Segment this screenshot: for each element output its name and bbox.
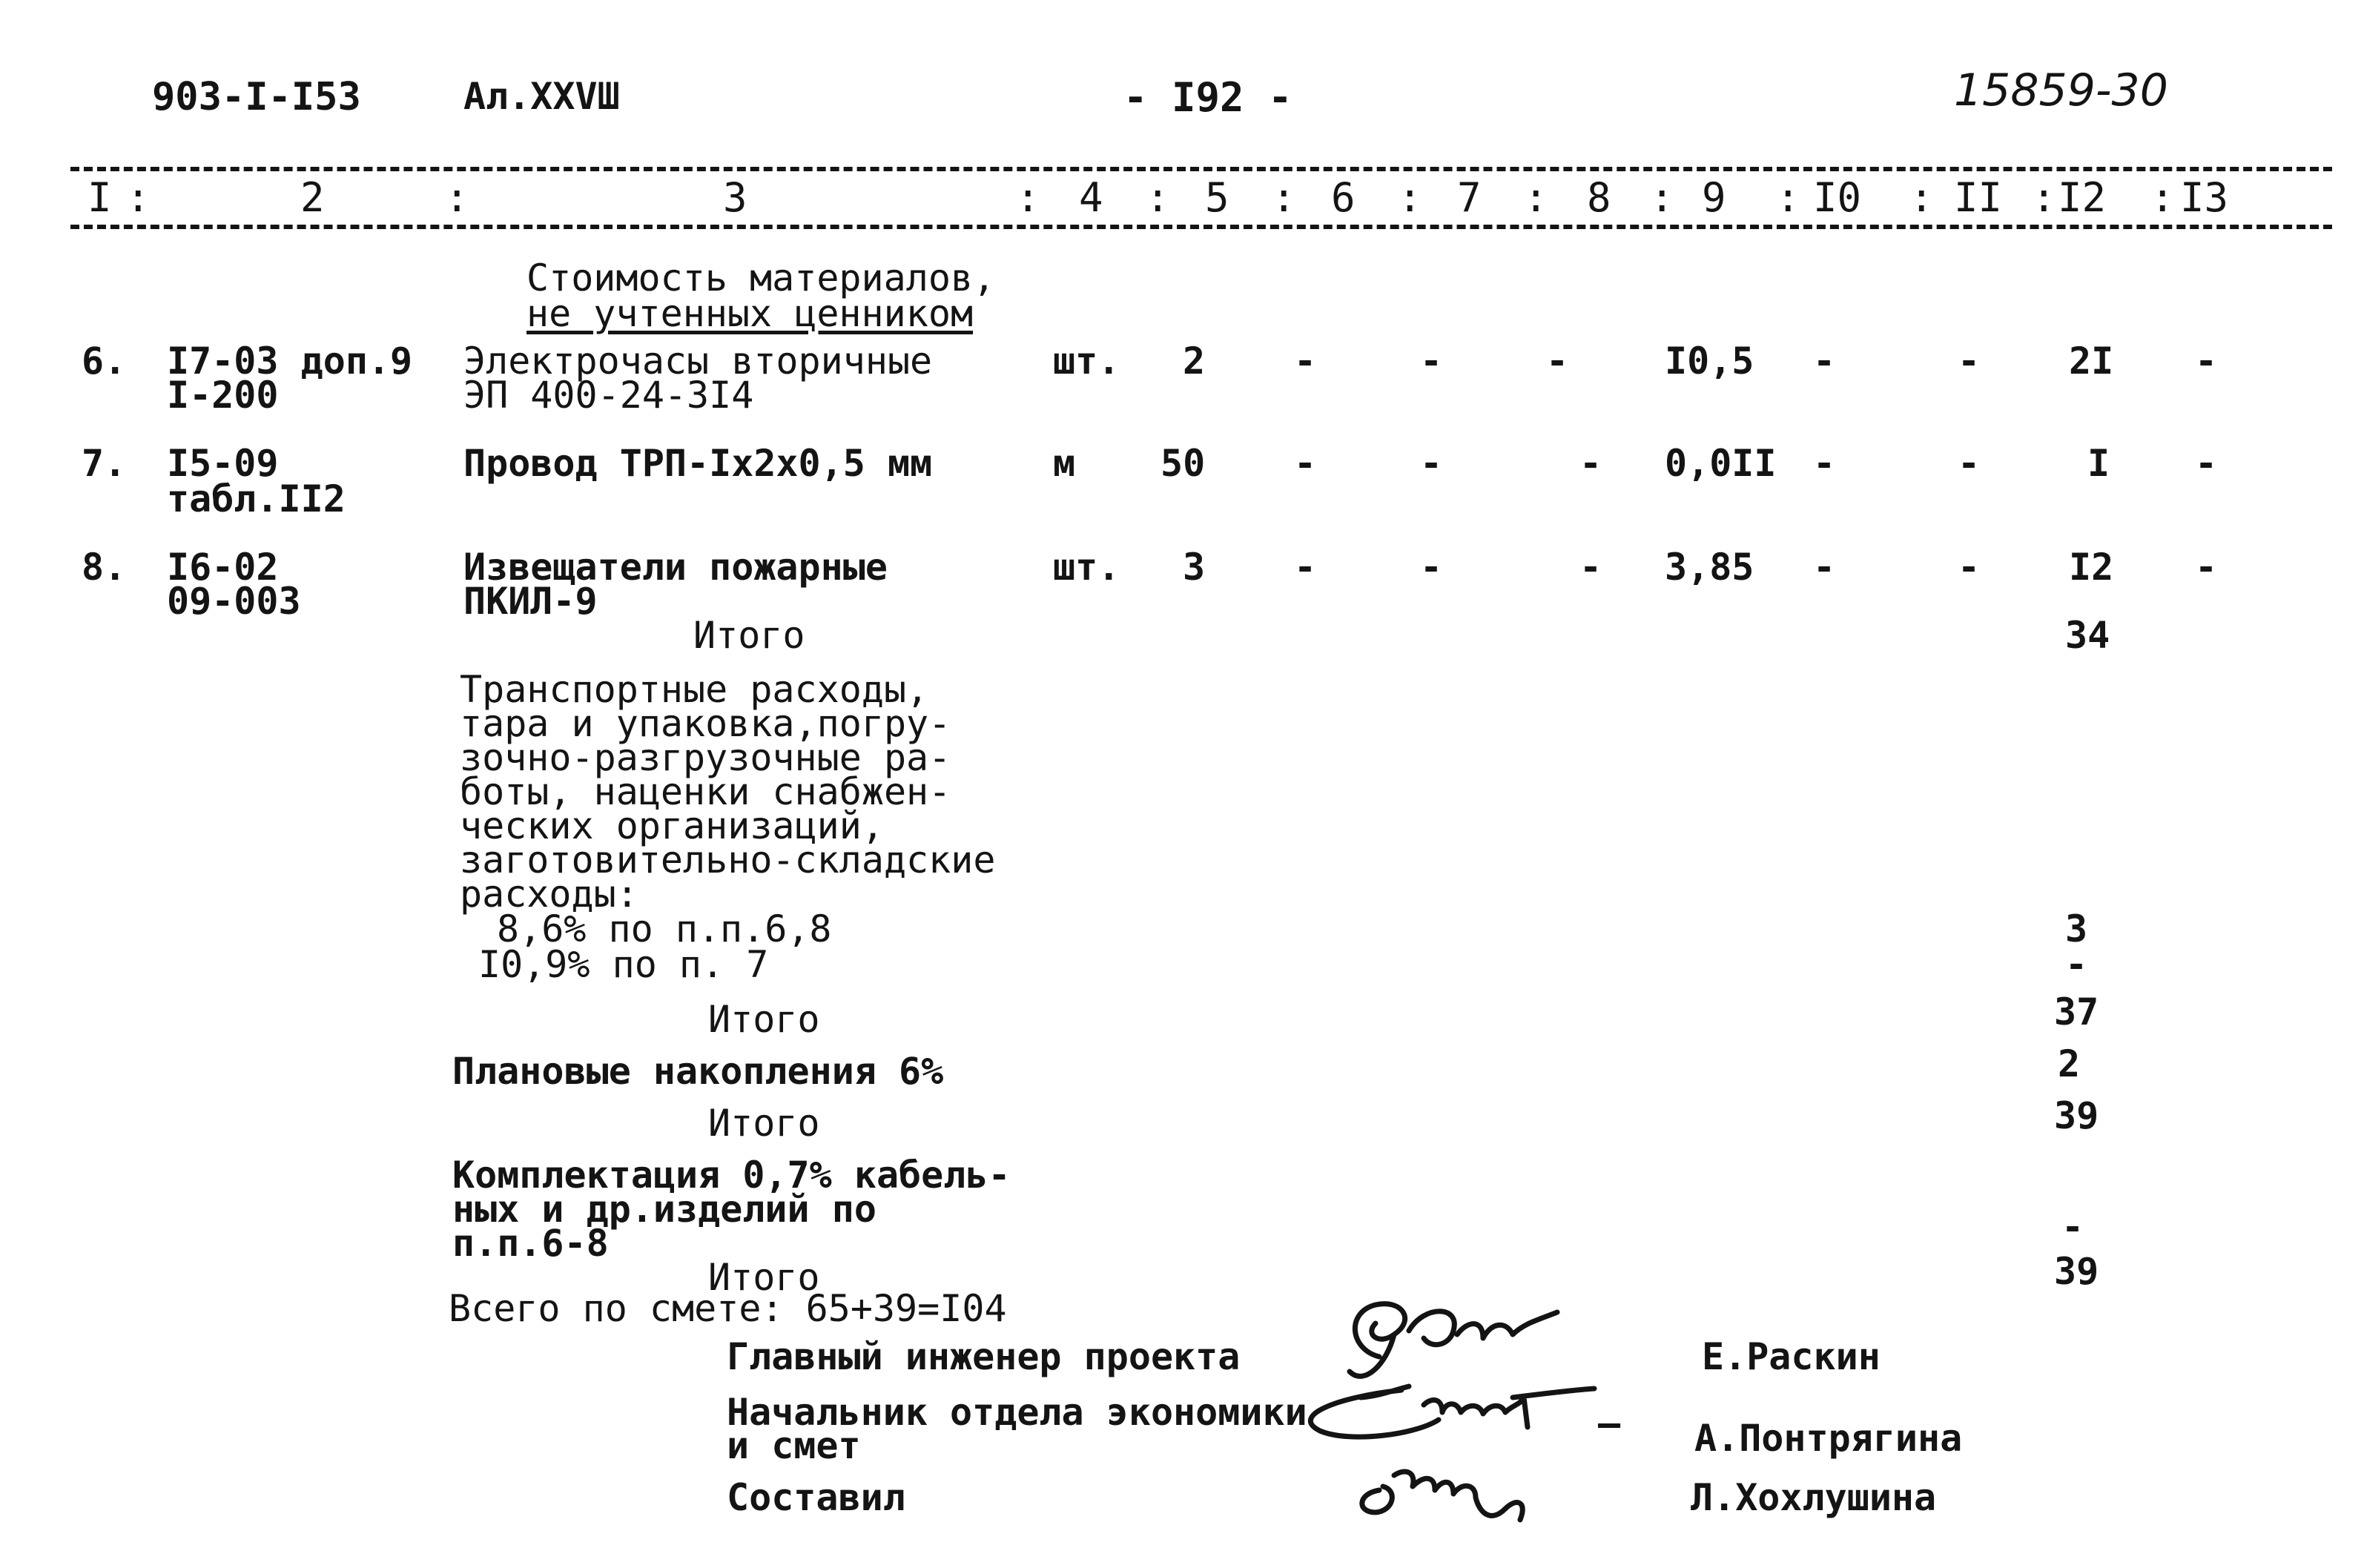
transport-line: расходы:: [460, 873, 638, 916]
itogo-label: Итого: [708, 998, 820, 1041]
row-code-2: 09-003: [167, 580, 301, 623]
row-qty: 50: [1160, 442, 1206, 485]
handwritten-signature-3: [1350, 1453, 1542, 1535]
column-separator: :: [1272, 174, 1296, 221]
column-header: II: [1954, 174, 2003, 221]
row-col8: -: [1579, 546, 1602, 589]
row-col11: -: [1958, 340, 1981, 383]
row-col7: -: [1420, 546, 1443, 589]
column-separator: :: [1524, 174, 1548, 221]
kompl-line: ных и др.изделий по: [452, 1188, 876, 1231]
signatory-name: Е.Раскин: [1702, 1335, 1881, 1378]
row-col11: -: [1958, 546, 1981, 589]
transport-line: Транспортные расходы,: [460, 668, 929, 711]
row-qty: 2: [1183, 340, 1206, 383]
page-number: - I92 -: [1123, 74, 1292, 121]
column-separator: :: [1650, 174, 1674, 221]
row-price: 0,0II: [1665, 442, 1777, 485]
row-name: Электрочасы вторичные: [463, 340, 933, 383]
row-name-2: ЭП 400-24-3I4: [463, 374, 754, 417]
kompl-line: п.п.6-8: [452, 1222, 609, 1265]
row-unit: м: [1053, 442, 1076, 485]
transport-line: боты, наценки снабжен-: [460, 770, 951, 813]
column-header: I0: [1813, 174, 1862, 221]
document-code: 903-I-I53: [152, 75, 361, 119]
signatory-role: Начальник отдела экономики: [727, 1391, 1307, 1434]
row-code: I6-02: [167, 546, 279, 589]
grand-total: Всего по смете: 65+39=I04: [449, 1287, 1007, 1330]
row-unit: шт.: [1053, 546, 1120, 589]
section-title-line2: не учтенных ценником: [526, 292, 974, 335]
itogo-value: 39: [2054, 1250, 2099, 1293]
row-col6: -: [1294, 546, 1317, 589]
pct1-label: 8,6% по п.п.6,8: [497, 907, 832, 950]
row-total: 2I: [2069, 340, 2114, 383]
row-price: 3,85: [1665, 546, 1754, 589]
row-total: I: [2087, 442, 2110, 485]
row-col6: -: [1294, 442, 1317, 485]
row-number: 6.: [82, 340, 127, 383]
planned-savings-value: 2: [2058, 1042, 2081, 1085]
column-separator: :: [126, 174, 151, 221]
column-header: 4: [1079, 174, 1103, 221]
column-header: I3: [2180, 174, 2229, 221]
column-header: 6: [1331, 174, 1356, 221]
column-separator: :: [2032, 174, 2056, 221]
row-col7: -: [1420, 442, 1443, 485]
itogo-label: Итого: [708, 1102, 820, 1145]
handwritten-doc-number: 15859-30: [1954, 64, 2168, 116]
row-name: Извещатели пожарные: [463, 546, 888, 589]
row-total: I2: [2069, 546, 2114, 589]
signature-dash: —: [1598, 1402, 1621, 1445]
column-header: 2: [300, 174, 325, 221]
row-name-2: ПКИЛ-9: [463, 580, 598, 623]
row-col13: -: [2195, 546, 2218, 589]
transport-line: заготовительно-складские: [460, 838, 996, 881]
kompl-value: -: [2061, 1205, 2084, 1248]
row-col13: -: [2195, 340, 2218, 383]
header-bottom-rule: [70, 225, 2332, 229]
column-header: 5: [1205, 174, 1229, 221]
column-separator: :: [1016, 174, 1040, 221]
header-top-rule: [70, 167, 2332, 171]
column-header: 7: [1457, 174, 1482, 221]
signatory-name: Л.Хохлушина: [1691, 1476, 1937, 1519]
kompl-line: Комплектация 0,7% кабель-: [452, 1154, 1011, 1197]
row-col10: -: [1813, 546, 1836, 589]
transport-line: тара и упаковка,погру-: [460, 702, 951, 745]
row-col6: -: [1294, 340, 1317, 383]
column-separator: :: [1398, 174, 1422, 221]
row-code: I5-09: [167, 442, 279, 485]
row-code-2: табл.II2: [167, 477, 346, 520]
row-code-2: I-200: [167, 374, 279, 417]
handwritten-signature-2: [1290, 1375, 1602, 1457]
transport-line: ческих организаций,: [460, 804, 884, 847]
row-col11: -: [1958, 442, 1981, 485]
itogo-label: Итого: [708, 1256, 820, 1299]
row-price: I0,5: [1665, 340, 1754, 383]
column-separator: :: [2150, 174, 2175, 221]
row-number: 7.: [82, 442, 127, 485]
row-qty: 3: [1183, 546, 1206, 589]
column-header: 9: [1702, 174, 1726, 221]
pct1-value: 3: [2065, 907, 2088, 950]
itogo-value: 34: [2065, 614, 2110, 657]
album-number: Ал.ХХVШ: [463, 75, 620, 118]
itogo-label: Итого: [693, 614, 805, 657]
column-header: 8: [1587, 174, 1611, 221]
section-title-line1: Стоимость материалов,: [526, 257, 996, 300]
itogo-value: 37: [2054, 990, 2099, 1033]
column-header: I: [88, 174, 112, 221]
signatory-name: А.Понтрягина: [1694, 1417, 1963, 1460]
column-header: I2: [2058, 174, 2107, 221]
pct2-label: I0,9% по п. 7: [478, 943, 769, 986]
row-col8: -: [1546, 340, 1569, 383]
row-col10: -: [1813, 442, 1836, 485]
transport-line: зочно-разгрузочные ра-: [460, 736, 951, 779]
pct2-value: -: [2065, 943, 2088, 986]
column-separator: :: [1776, 174, 1800, 221]
signatory-role: Составил: [727, 1476, 905, 1519]
column-separator: :: [1909, 174, 1934, 221]
row-col7: -: [1420, 340, 1443, 383]
signatory-role: Главный инженер проекта: [727, 1335, 1241, 1378]
signatory-role-2: и смет: [727, 1424, 861, 1467]
column-separator: :: [445, 174, 469, 221]
row-col8: -: [1579, 442, 1602, 485]
planned-savings-label: Плановые накопления 6%: [452, 1050, 944, 1093]
column-separator: :: [1146, 174, 1170, 221]
row-unit: шт.: [1053, 340, 1120, 383]
itogo-value: 39: [2054, 1094, 2099, 1137]
row-col10: -: [1813, 340, 1836, 383]
row-name: Провод ТРП-Iх2х0,5 мм: [463, 442, 933, 485]
row-number: 8.: [82, 546, 127, 589]
row-code: I7-03 доп.9: [167, 340, 413, 383]
column-header: 3: [723, 174, 747, 221]
row-col13: -: [2195, 442, 2218, 485]
